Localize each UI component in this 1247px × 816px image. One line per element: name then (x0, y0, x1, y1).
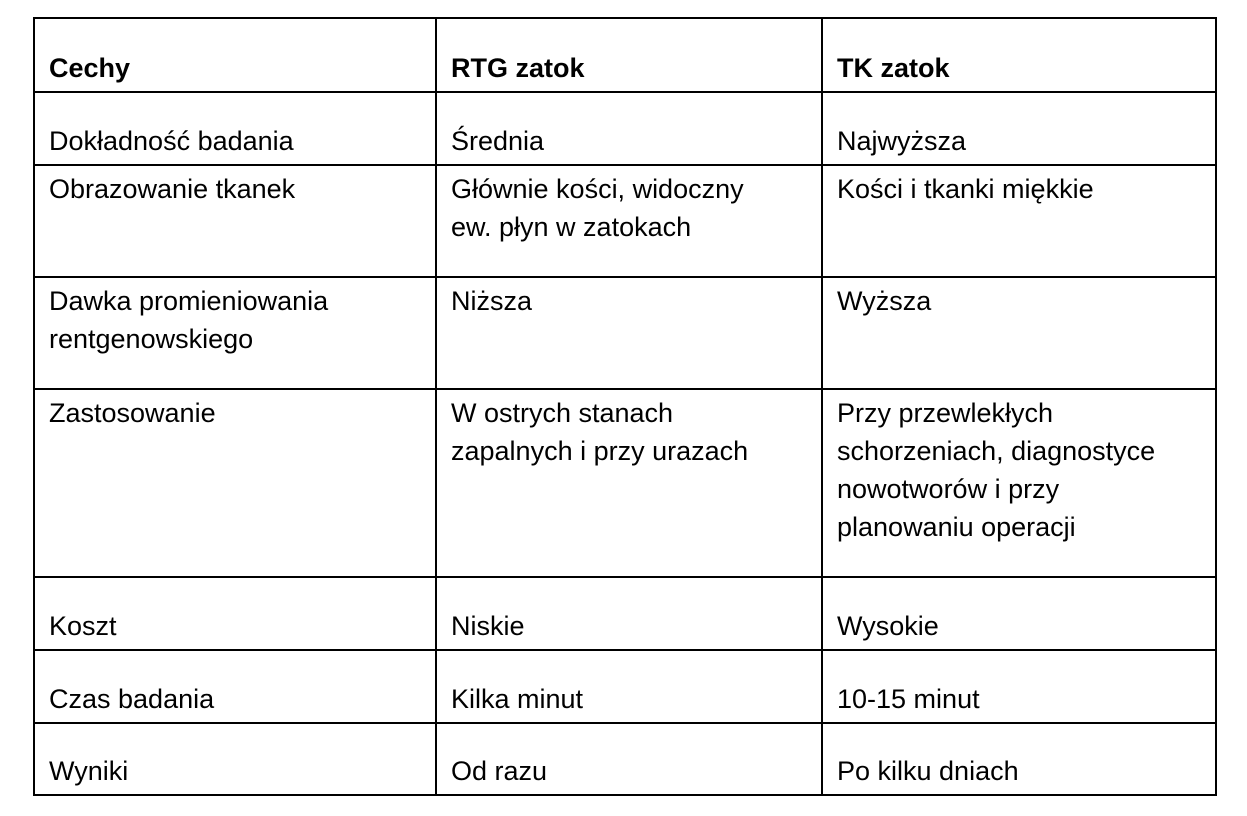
cell-tk (822, 577, 1216, 650)
cell-text: 10-15 minut (837, 684, 980, 714)
cell-feature (34, 165, 436, 277)
cell-text: Średnia (451, 126, 545, 156)
header-tk: TK zatok (822, 18, 1216, 92)
cell-rtg (436, 389, 822, 577)
cell-text: Obrazowanie tkanek (49, 174, 296, 204)
table-row (34, 277, 1216, 389)
cell-text: Czas badania (49, 684, 215, 714)
cell-text: Niskie (451, 611, 525, 641)
cell-text: schorzeniach, diagnostyce (837, 436, 1156, 466)
cell-rtg (436, 92, 822, 165)
cell-tk (822, 723, 1216, 795)
cell-text: ew. płyn w zatokach (451, 212, 692, 242)
table-row (34, 92, 1216, 165)
cell-feature (34, 389, 436, 577)
comparison-table (33, 17, 1217, 796)
cell-text: Wyższa (837, 286, 932, 316)
cell-text: W ostrych stanach (451, 398, 674, 428)
cell-text: Najwyższa (837, 126, 967, 156)
cell-tk (822, 92, 1216, 165)
cell-text: Dawka promieniowania (49, 286, 329, 316)
cell-text: Kilka minut (451, 684, 584, 714)
cell-feature (34, 92, 436, 165)
cell-text: Po kilku dniach (837, 756, 1019, 786)
cell-rtg (436, 650, 822, 723)
cell-feature (34, 650, 436, 723)
cell-rtg (436, 277, 822, 389)
table-header-row (34, 18, 1216, 92)
cell-text: Wysokie (837, 611, 939, 641)
cell-text: planowaniu operacji (837, 512, 1076, 542)
header-features: Cechy (34, 18, 436, 92)
cell-text: Niższa (451, 286, 533, 316)
cell-text: Zastosowanie (49, 398, 216, 428)
table-row (34, 165, 1216, 277)
table-row (34, 577, 1216, 650)
cell-rtg (436, 577, 822, 650)
cell-feature (34, 723, 436, 795)
cell-text: Wyniki (49, 756, 129, 786)
cell-text: Głównie kości, widoczny (451, 174, 744, 204)
table-row (34, 723, 1216, 795)
cell-tk (822, 389, 1216, 577)
cell-feature (34, 277, 436, 389)
cell-text: Od razu (451, 756, 548, 786)
cell-text: rentgenowskiego (49, 324, 254, 354)
cell-tk (822, 165, 1216, 277)
cell-text: zapalnych i przy urazach (451, 436, 749, 466)
table-row (34, 389, 1216, 577)
cell-text: Dokładność badania (49, 126, 294, 156)
cell-tk (822, 650, 1216, 723)
cell-rtg (436, 723, 822, 795)
cell-text: nowotworów i przy (837, 474, 1060, 504)
cell-feature (34, 577, 436, 650)
header-rtg: RTG zatok (436, 18, 822, 92)
cell-text: Przy przewlekłych (837, 398, 1054, 428)
cell-rtg (436, 165, 822, 277)
cell-tk (822, 277, 1216, 389)
cell-text: Koszt (49, 611, 117, 641)
table-row (34, 650, 1216, 723)
cell-text: Kości i tkanki miękkie (837, 174, 1094, 204)
